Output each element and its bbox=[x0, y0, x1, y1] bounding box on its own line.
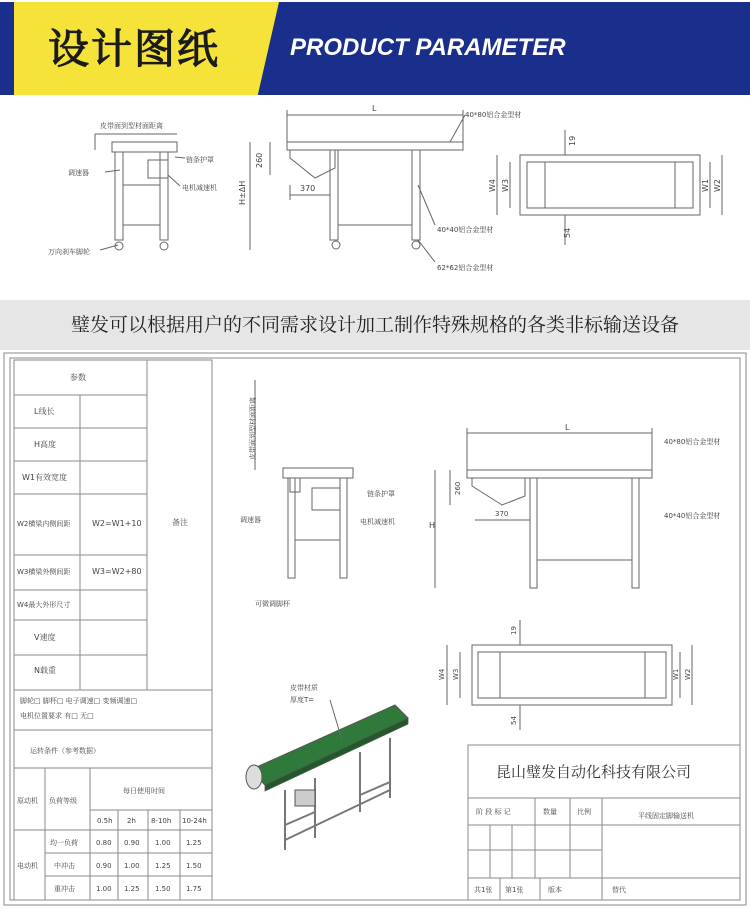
load-1-v0: 0.90 bbox=[96, 862, 112, 870]
param-remark: 备注 bbox=[172, 518, 188, 527]
top-label-motor-reducer: 电机减速机 bbox=[182, 184, 217, 192]
title-qty: 数量 bbox=[543, 808, 557, 816]
iso-label-thickness: 厚度T= bbox=[290, 696, 315, 704]
top-dim-370: 370 bbox=[300, 184, 316, 193]
top-plan-view bbox=[497, 130, 722, 245]
param-hours-0: 0.5h bbox=[97, 817, 113, 825]
bottom-label-al4080: 40*80铝合金型材 bbox=[664, 438, 721, 446]
param-hours-label: 每日使用时间 bbox=[123, 787, 165, 795]
bottom-front-view bbox=[435, 428, 652, 588]
bottom-dim-W3: W3 bbox=[452, 668, 460, 680]
top-label-caster: 万向刹车脚轮 bbox=[48, 248, 90, 256]
bottom-dim-L: L bbox=[565, 423, 570, 432]
load-2-v0: 1.00 bbox=[96, 885, 112, 893]
title-product: 平线固定脚输送机 bbox=[638, 812, 694, 820]
top-dim-H: H±ΔH bbox=[238, 180, 247, 205]
top-dim-W2: W2 bbox=[713, 179, 722, 192]
bottom-dim-370: 370 bbox=[495, 510, 509, 518]
bottom-label-chain-guard: 链条护罩 bbox=[367, 490, 395, 498]
param-row-label-7: N载重 bbox=[34, 666, 56, 675]
top-label-belt-distance: 皮带面到型材面距离 bbox=[100, 122, 163, 130]
bottom-dim-54: 54 bbox=[510, 716, 518, 725]
title-sheet-no: 第1张 bbox=[505, 886, 524, 894]
load-name-2: 重冲击 bbox=[54, 885, 75, 893]
header bbox=[0, 0, 750, 95]
load-0-v1: 0.90 bbox=[124, 839, 140, 847]
top-label-chain-guard: 链条护罩 bbox=[186, 156, 214, 164]
bottom-label-foot-cup: 可微调脚杯 bbox=[255, 600, 290, 608]
param-row-label-4: W3横梁外侧间距 bbox=[17, 568, 71, 576]
conveyor-isometric-illustration bbox=[246, 700, 408, 850]
load-name-0: 均一负荷 bbox=[50, 839, 78, 847]
header-title-en: PRODUCT PARAMETER bbox=[290, 34, 566, 61]
bottom-label-belt-distance: 皮带面到型材面距离 bbox=[249, 397, 257, 460]
param-motor-label: 原动机 bbox=[17, 797, 38, 805]
top-dim-19: 19 bbox=[568, 135, 577, 146]
param-motor-name: 电动机 bbox=[17, 862, 38, 870]
param-load-label: 负荷等级 bbox=[49, 797, 77, 805]
param-options-line2: 电机位置要求 有□ 无□ bbox=[20, 712, 94, 720]
param-hours-2: 8-10h bbox=[151, 817, 172, 825]
bottom-label-motor-reducer: 电机减速机 bbox=[360, 518, 395, 526]
param-row-label-2: W1有效宽度 bbox=[22, 473, 67, 482]
load-name-1: 中冲击 bbox=[54, 862, 75, 870]
top-side-view bbox=[95, 134, 177, 250]
param-row-label-1: H高度 bbox=[34, 440, 57, 449]
top-dim-L: L bbox=[372, 104, 377, 113]
top-label-al6262: 62*62铝合金型材 bbox=[437, 264, 494, 272]
bottom-dim-H: H bbox=[429, 521, 436, 530]
top-dim-W3: W3 bbox=[501, 179, 510, 192]
param-conditions: 运转条件（参考数据） bbox=[30, 747, 100, 755]
bottom-technical-sheet bbox=[0, 350, 750, 909]
title-sheet-total: 共1张 bbox=[474, 886, 493, 894]
bottom-dim-W4: W4 bbox=[438, 668, 446, 680]
bottom-dim-260: 260 bbox=[454, 481, 462, 495]
top-label-al4080: 40*80铝合金型材 bbox=[465, 111, 522, 119]
load-0-v2: 1.00 bbox=[155, 839, 171, 847]
top-dim-W4: W4 bbox=[488, 179, 497, 192]
banner-text: 璧发可以根据用户的不同需求设计加工制作特殊规格的各类非标输送设备 bbox=[70, 314, 679, 336]
param-hours-3: 10-24h bbox=[182, 817, 207, 825]
top-dim-260: 260 bbox=[255, 152, 264, 168]
top-front-view bbox=[250, 110, 463, 250]
bottom-label-speed-controller: 调速器 bbox=[240, 516, 261, 524]
top-label-al4040: 40*40铝合金型材 bbox=[437, 226, 494, 234]
load-2-v3: 1.75 bbox=[186, 885, 202, 893]
param-options-line1: 脚轮□ 脚杯□ 电子调速□ 变频调速□ bbox=[20, 697, 138, 705]
bottom-dim-W2: W2 bbox=[684, 668, 692, 680]
capability-banner bbox=[0, 300, 750, 350]
param-row-label-3: W2横梁内侧间距 bbox=[17, 520, 71, 528]
title-company: 昆山璧发自动化科技有限公司 bbox=[496, 763, 692, 781]
param-header: 参数 bbox=[70, 373, 86, 382]
title-version: 版本 bbox=[548, 886, 562, 894]
load-2-v2: 1.50 bbox=[155, 885, 171, 893]
bottom-plan-view bbox=[447, 620, 692, 730]
header-title-cn: 设计图纸 bbox=[48, 25, 220, 73]
load-1-v2: 1.25 bbox=[155, 862, 171, 870]
load-0-v0: 0.80 bbox=[96, 839, 112, 847]
load-1-v1: 1.00 bbox=[124, 862, 140, 870]
bottom-dim-W1: W1 bbox=[672, 668, 680, 680]
param-row-label-6: V速度 bbox=[34, 633, 56, 642]
title-stage: 阶 段 标 记 bbox=[476, 808, 511, 816]
param-row-label-5: W4最大外形尺寸 bbox=[17, 601, 71, 609]
bottom-dim-19: 19 bbox=[510, 626, 518, 635]
param-hours-1: 2h bbox=[127, 817, 136, 825]
load-1-v3: 1.50 bbox=[186, 862, 202, 870]
load-2-v1: 1.25 bbox=[124, 885, 140, 893]
title-scale: 比例 bbox=[577, 808, 591, 816]
load-0-v3: 1.25 bbox=[186, 839, 202, 847]
param-row-formula-3: W2=W1+10 bbox=[92, 519, 142, 528]
bottom-label-al4040: 40*40铝合金型材 bbox=[664, 512, 721, 520]
top-technical-drawing bbox=[0, 95, 750, 300]
top-label-speed-controller: 调速器 bbox=[68, 169, 89, 177]
bottom-side-view bbox=[255, 380, 353, 578]
param-row-formula-4: W3=W2+80 bbox=[92, 567, 142, 576]
top-dim-54: 54 bbox=[563, 227, 572, 238]
param-row-label-0: L线长 bbox=[34, 407, 55, 416]
iso-label-material: 皮带材质 bbox=[290, 684, 318, 692]
title-replace: 替代 bbox=[612, 886, 626, 894]
top-dim-W1: W1 bbox=[701, 179, 710, 192]
